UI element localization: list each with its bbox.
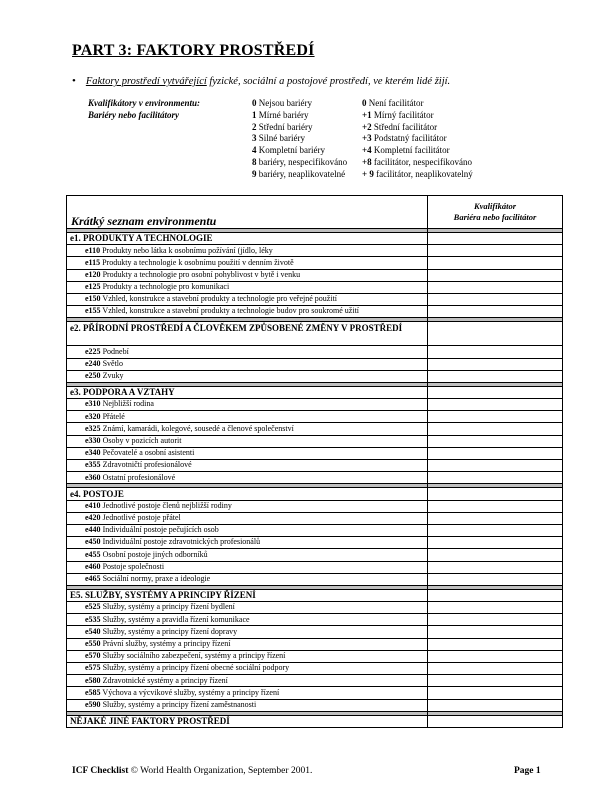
barrier-number: 4 bbox=[252, 145, 257, 156]
item-code: e115 bbox=[85, 257, 101, 267]
qualifier-entry-cell[interactable] bbox=[428, 638, 563, 650]
table-row bbox=[67, 346, 563, 358]
qualifier-labels bbox=[88, 98, 200, 122]
item-code: e125 bbox=[85, 282, 101, 292]
qualifier-entry-cell[interactable] bbox=[428, 257, 563, 269]
table-row bbox=[67, 602, 563, 614]
table-row bbox=[67, 435, 563, 447]
facilitator-row bbox=[362, 110, 473, 122]
table-row bbox=[67, 399, 563, 411]
item-label bbox=[67, 435, 428, 447]
item-text: Světlo bbox=[102, 358, 124, 368]
facilitator-row bbox=[362, 169, 473, 181]
facilitator-number: 0 bbox=[362, 98, 367, 108]
table-row bbox=[67, 675, 563, 687]
item-label bbox=[67, 370, 428, 382]
item-label bbox=[67, 602, 428, 614]
item-code: e540 bbox=[85, 626, 101, 636]
item-code: e310 bbox=[85, 399, 101, 409]
qualifier-entry-cell[interactable] bbox=[428, 370, 563, 382]
qualifier-entry-cell[interactable] bbox=[428, 626, 563, 638]
qualifier-entry-cell[interactable] bbox=[428, 699, 563, 711]
qualifier-entry-cell[interactable] bbox=[428, 306, 563, 318]
item-code: e250 bbox=[85, 371, 101, 381]
qualifier-entry-cell[interactable] bbox=[428, 423, 563, 435]
table-row bbox=[67, 699, 563, 711]
item-label bbox=[67, 537, 428, 549]
item-text: Zdravotničtí profesionálové bbox=[102, 460, 192, 470]
barrier-row bbox=[252, 122, 347, 134]
item-code: e420 bbox=[85, 513, 101, 523]
page-number: Page 1 bbox=[514, 766, 541, 776]
table-row bbox=[67, 358, 563, 370]
barrier-row bbox=[252, 169, 347, 181]
item-label bbox=[67, 257, 428, 269]
table-row bbox=[67, 614, 563, 626]
item-text: Ostatní profesionálové bbox=[102, 472, 176, 482]
item-code: e580 bbox=[85, 675, 101, 685]
barrier-text: Nejsou bariéry bbox=[258, 98, 312, 108]
barrier-text: Kompletní bariéry bbox=[258, 145, 325, 156]
barrier-number: 1 bbox=[252, 109, 257, 120]
item-label bbox=[67, 460, 428, 472]
item-label bbox=[67, 524, 428, 536]
table-row bbox=[67, 269, 563, 281]
facilitator-text: Není facilitátor bbox=[368, 98, 424, 108]
barrier-text: Střední bariéry bbox=[258, 121, 313, 132]
item-code: e360 bbox=[85, 472, 101, 482]
other-factors-label: NĚJAKÉ JINÉ FAKTORY PROSTŘEDÍ bbox=[67, 715, 428, 727]
item-label bbox=[67, 699, 428, 711]
item-label bbox=[67, 293, 428, 305]
facilitator-row bbox=[362, 122, 473, 134]
item-text: Vzhled, konstrukce a stavební produkty a technologie pro veřejné použití bbox=[102, 294, 338, 304]
item-text: Služby sociálního zabezpečení, systémy a principy řízení bbox=[102, 651, 286, 661]
section-title: E5. SLUŽBY, SYSTÉMY A PRINCIPY ŘÍZENÍ bbox=[67, 589, 428, 601]
barrier-number: 0 bbox=[252, 98, 257, 108]
item-label bbox=[67, 663, 428, 675]
barrier-row bbox=[252, 145, 347, 157]
qualifier-entry-cell[interactable] bbox=[428, 549, 563, 561]
table-header bbox=[67, 196, 563, 229]
item-text: Vzhled, konstrukce a stavební produkty a technologie budov pro soukromé užití bbox=[102, 306, 360, 316]
item-label bbox=[67, 423, 428, 435]
section-title: e3. PODPORA A VZTAHY bbox=[67, 386, 428, 398]
barrier-number: 8 bbox=[252, 156, 257, 167]
item-code: e110 bbox=[85, 245, 101, 255]
section-title: e2. PŘÍRODNÍ PROSTŘEDÍ A ČLOVĚKEM ZPŮSOBENÉ ZMĚNY V PROSTŘEDÍ bbox=[67, 322, 428, 346]
item-text: Podnebí bbox=[102, 346, 129, 356]
item-label bbox=[67, 245, 428, 257]
table-row bbox=[67, 626, 563, 638]
facilitator-text: Mírný facilitátor bbox=[373, 109, 434, 120]
item-code: e455 bbox=[85, 549, 101, 559]
table-row bbox=[67, 447, 563, 459]
item-label bbox=[67, 687, 428, 699]
item-code: e465 bbox=[85, 574, 101, 584]
item-code: e155 bbox=[85, 306, 101, 316]
item-code: e570 bbox=[85, 651, 101, 661]
section-heading-row bbox=[67, 589, 563, 601]
footer bbox=[72, 766, 312, 776]
table-row bbox=[67, 370, 563, 382]
page-title: PART 3: FAKTORY PROSTŘEDÍ bbox=[72, 42, 315, 59]
qualifier-label-2: Bariéry nebo facilitátory bbox=[88, 109, 179, 120]
item-text: Individuální postoje zdravotnických profesionálů bbox=[102, 537, 261, 547]
table-row bbox=[67, 524, 563, 536]
item-label bbox=[67, 346, 428, 358]
barrier-number: 3 bbox=[252, 133, 257, 144]
bullet-icon: • bbox=[72, 75, 76, 87]
facilitator-number: + 9 bbox=[362, 168, 374, 179]
item-code: e240 bbox=[85, 358, 101, 368]
section-qualifier-cell bbox=[428, 589, 563, 601]
item-text: Osoby v pozicích autorit bbox=[102, 435, 182, 445]
barrier-number: 2 bbox=[252, 121, 257, 132]
item-code: e575 bbox=[85, 663, 101, 673]
section-heading-row bbox=[67, 386, 563, 398]
facilitator-number: +2 bbox=[362, 121, 372, 132]
item-text: Postoje společnosti bbox=[102, 561, 165, 571]
item-text: Sociální normy, praxe a ideologie bbox=[102, 574, 211, 584]
item-code: e550 bbox=[85, 638, 101, 648]
barrier-scale bbox=[252, 98, 347, 181]
barrier-row bbox=[252, 110, 347, 122]
item-label bbox=[67, 306, 428, 318]
section-heading-row bbox=[67, 233, 563, 245]
facilitator-row bbox=[362, 157, 473, 169]
item-text: Služby, systémy a principy řízení zaměstnanosti bbox=[102, 699, 257, 709]
item-label bbox=[67, 512, 428, 524]
item-text: Služby, systémy a pravidla řízení komunikace bbox=[102, 614, 250, 624]
facilitator-text: facilitátor, neaplikovatelný bbox=[376, 168, 473, 179]
item-code: e120 bbox=[85, 269, 101, 279]
qualifier-entry-cell[interactable] bbox=[428, 293, 563, 305]
item-text: Osobní postoje jiných odborníků bbox=[102, 549, 208, 559]
qualifier-entry-cell[interactable] bbox=[428, 675, 563, 687]
qualifier-entry-cell[interactable] bbox=[428, 245, 563, 257]
item-code: e340 bbox=[85, 448, 101, 458]
section-qualifier-cell bbox=[428, 233, 563, 245]
qualifier-entry-cell[interactable] bbox=[428, 269, 563, 281]
barrier-row bbox=[252, 98, 347, 110]
table-row bbox=[67, 245, 563, 257]
item-text: Přátelé bbox=[102, 411, 125, 421]
item-code: e320 bbox=[85, 411, 101, 421]
table-row bbox=[67, 257, 563, 269]
barrier-text: Silné bariéry bbox=[258, 133, 305, 144]
table-row bbox=[67, 411, 563, 423]
qualifier-entry-cell[interactable] bbox=[428, 537, 563, 549]
item-label bbox=[67, 650, 428, 662]
qualifier-entry-cell[interactable] bbox=[428, 561, 563, 573]
section-qualifier-cell bbox=[428, 322, 563, 346]
table-row bbox=[67, 472, 563, 484]
table-row bbox=[67, 537, 563, 549]
table-row bbox=[67, 561, 563, 573]
item-code: e325 bbox=[85, 423, 101, 433]
qualifier-entry-cell[interactable] bbox=[428, 460, 563, 472]
table-row bbox=[67, 663, 563, 675]
qualifier-entry-cell[interactable] bbox=[428, 346, 563, 358]
qualifier-entry-cell[interactable] bbox=[428, 281, 563, 293]
item-code: e410 bbox=[85, 500, 101, 510]
intro-line bbox=[72, 75, 450, 87]
barrier-row bbox=[252, 157, 347, 169]
item-text: Služby, systémy a principy řízení dopravy bbox=[102, 626, 238, 636]
qualifier-entry-cell[interactable] bbox=[428, 687, 563, 699]
item-code: e225 bbox=[85, 346, 101, 356]
table-row bbox=[67, 281, 563, 293]
intro-underlined: Faktory prostředí vytvářející bbox=[85, 76, 207, 87]
item-label bbox=[67, 411, 428, 423]
qualifier-entry-cell[interactable] bbox=[428, 447, 563, 459]
item-text: Zdravotnické systémy a principy řízení bbox=[102, 675, 228, 685]
qualifier-entry-cell[interactable] bbox=[428, 573, 563, 585]
facilitator-number: +4 bbox=[362, 145, 372, 156]
item-text: Služby, systémy a principy řízení bydlení bbox=[102, 602, 235, 612]
item-text: Služby, systémy a principy řízení obecné sociální podpory bbox=[102, 663, 290, 673]
item-text: Známí, kamarádi, kolegové, sousedé a členové společenství bbox=[102, 423, 294, 433]
section-heading-row bbox=[67, 488, 563, 500]
qualifier-entry-cell[interactable] bbox=[428, 399, 563, 411]
facilitator-row bbox=[362, 98, 473, 110]
facilitator-row bbox=[362, 145, 473, 157]
barrier-text: bariéry, neaplikovatelné bbox=[258, 168, 346, 179]
barrier-text: bariéry, nespecifikováno bbox=[258, 156, 348, 167]
facilitator-scale bbox=[362, 98, 473, 181]
table-row bbox=[67, 573, 563, 585]
header-qualifier-line2: Bariéra nebo facilitátor bbox=[453, 212, 537, 222]
qualifier-entry-cell[interactable] bbox=[428, 512, 563, 524]
facilitator-text: facilitátor, nespecifikováno bbox=[373, 156, 472, 167]
item-label bbox=[67, 447, 428, 459]
table-row bbox=[67, 460, 563, 472]
item-label bbox=[67, 561, 428, 573]
intro-rest: fyzické, sociální a postojové prostředí, ve kterém lidé žijí. bbox=[206, 76, 451, 87]
qualifier-entry-cell[interactable] bbox=[428, 524, 563, 536]
footer-checklist-label: ICF Checklist bbox=[72, 766, 129, 776]
qualifier-label-1: Kvalifikátory v environmentu: bbox=[88, 98, 200, 108]
barrier-number: 9 bbox=[252, 168, 257, 179]
section-qualifier-cell bbox=[428, 488, 563, 500]
other-factors-row bbox=[67, 715, 563, 727]
item-label bbox=[67, 638, 428, 650]
header-qualifier-line1: Kvalifikátor bbox=[473, 201, 517, 211]
item-text: Produkty a technologie pro komunikaci bbox=[102, 282, 230, 292]
table-row bbox=[67, 638, 563, 650]
other-factors-qualifier-cell[interactable] bbox=[428, 715, 563, 727]
item-text: Nejbližší rodina bbox=[102, 399, 154, 409]
item-label bbox=[67, 358, 428, 370]
section-title: e4. POSTOJE bbox=[67, 488, 428, 500]
environment-checklist-table bbox=[66, 195, 563, 728]
qualifier-entry-cell[interactable] bbox=[428, 500, 563, 512]
item-label bbox=[67, 549, 428, 561]
table-row bbox=[67, 512, 563, 524]
item-text: Produkty a technologie pro osobní pohyblivost v bytě i venku bbox=[102, 269, 301, 279]
item-text: Pečovatelé a osobní asistenti bbox=[102, 448, 195, 458]
qualifier-entry-cell[interactable] bbox=[428, 358, 563, 370]
table-row bbox=[67, 293, 563, 305]
section-title: e1. PRODUKTY A TECHNOLOGIE bbox=[67, 233, 428, 245]
item-code: e450 bbox=[85, 537, 101, 547]
table-row bbox=[67, 423, 563, 435]
qualifier-entry-cell[interactable] bbox=[428, 650, 563, 662]
qualifier-entry-cell[interactable] bbox=[428, 472, 563, 484]
item-label bbox=[67, 573, 428, 585]
qualifier-entry-cell[interactable] bbox=[428, 602, 563, 614]
item-label bbox=[67, 614, 428, 626]
item-text: Výchova a výcvikové služby, systémy a principy řízení bbox=[102, 687, 280, 697]
item-code: e590 bbox=[85, 699, 101, 709]
table-row bbox=[67, 650, 563, 662]
section-heading-row bbox=[67, 322, 563, 346]
item-text: Zvuky bbox=[102, 371, 124, 381]
header-qualifier bbox=[428, 196, 563, 229]
item-code: e440 bbox=[85, 525, 101, 535]
item-code: e460 bbox=[85, 561, 101, 571]
item-label bbox=[67, 399, 428, 411]
item-code: e535 bbox=[85, 614, 101, 624]
facilitator-number: +8 bbox=[362, 156, 372, 167]
item-text: Jednotlivé postoje členů nejbližší rodiny bbox=[102, 500, 232, 510]
item-text: Produkty a technologie k osobnímu použití v denním životě bbox=[102, 257, 294, 267]
barrier-row bbox=[252, 133, 347, 145]
footer-copyright: © World Health Organization, September 2001. bbox=[128, 766, 313, 776]
item-text: Jednotlivé postoje přátel bbox=[102, 513, 181, 523]
section-qualifier-cell bbox=[428, 386, 563, 398]
item-label bbox=[67, 675, 428, 687]
item-code: e355 bbox=[85, 460, 101, 470]
item-code: e150 bbox=[85, 294, 101, 304]
facilitator-text: Podstatný facilitátor bbox=[373, 133, 447, 144]
item-text: Produkty nebo látka k osobnímu požívání (jídlo, léky bbox=[102, 245, 273, 255]
item-label bbox=[67, 500, 428, 512]
table-row bbox=[67, 306, 563, 318]
item-text: Právní služby, systémy a principy řízení bbox=[102, 638, 231, 648]
facilitator-number: +1 bbox=[362, 109, 372, 120]
facilitator-number: +3 bbox=[362, 133, 372, 144]
item-code: e525 bbox=[85, 602, 101, 612]
item-code: e330 bbox=[85, 435, 101, 445]
table-row bbox=[67, 687, 563, 699]
table-row bbox=[67, 500, 563, 512]
item-label bbox=[67, 281, 428, 293]
header-short-list: Krátký seznam environmentu bbox=[67, 196, 428, 229]
facilitator-text: Střední facilitátor bbox=[373, 121, 438, 132]
item-code: e585 bbox=[85, 687, 101, 697]
qualifier-entry-cell[interactable] bbox=[428, 614, 563, 626]
facilitator-row bbox=[362, 133, 473, 145]
item-text: Individuální postoje pečujících osob bbox=[102, 525, 219, 535]
item-label bbox=[67, 269, 428, 281]
facilitator-text: Kompletní facilitátor bbox=[373, 145, 450, 156]
qualifier-entry-cell[interactable] bbox=[428, 663, 563, 675]
item-label bbox=[67, 472, 428, 484]
table-row bbox=[67, 549, 563, 561]
qualifier-entry-cell[interactable] bbox=[428, 411, 563, 423]
item-label bbox=[67, 626, 428, 638]
barrier-text: Mírné bariéry bbox=[258, 109, 309, 120]
qualifier-entry-cell[interactable] bbox=[428, 435, 563, 447]
